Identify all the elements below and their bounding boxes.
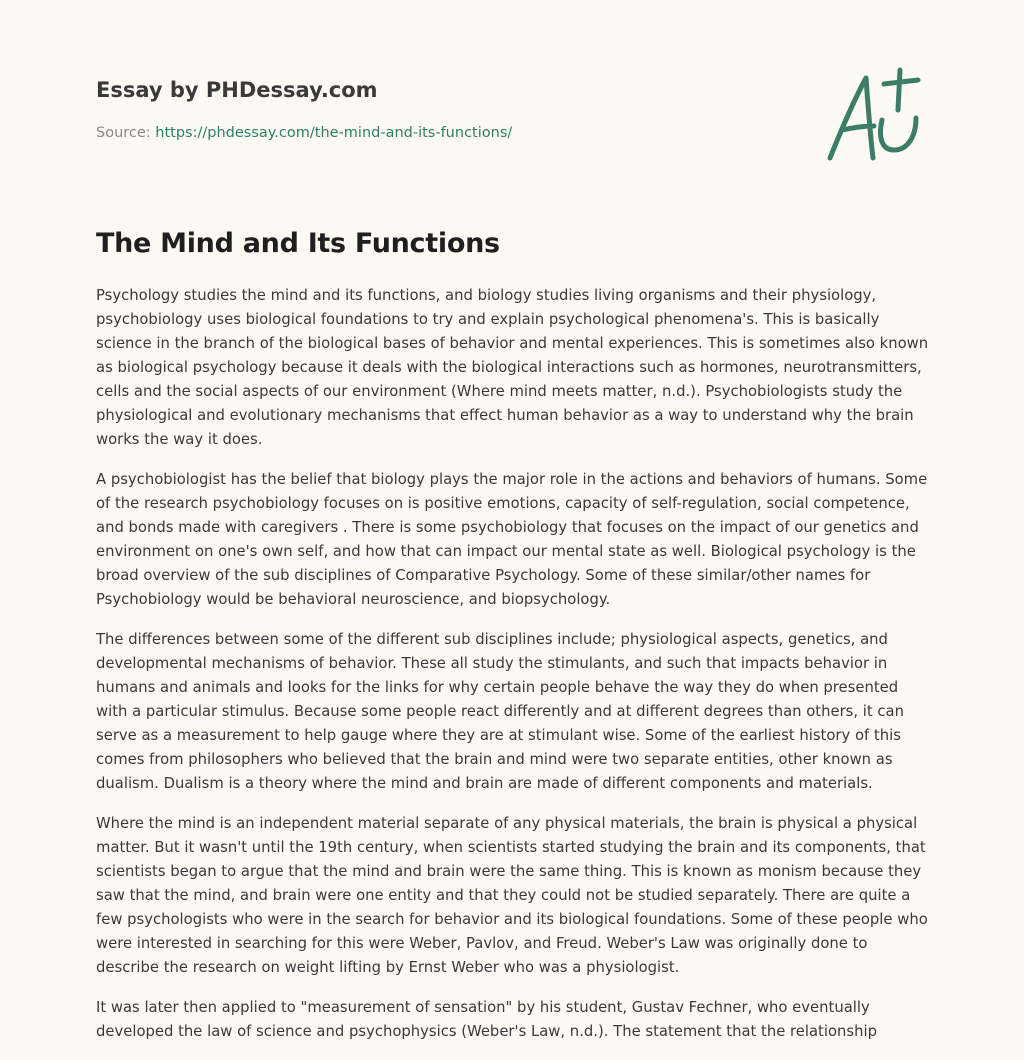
source-label: Source:: [96, 125, 156, 141]
site-brand: Essay by PHDessay.com: [96, 78, 378, 102]
source-link[interactable]: https://phdessay.com/the-mind-and-its-functions/: [155, 125, 513, 141]
article-body: [96, 284, 930, 1060]
article-paragraph: A psychobiologist has the belief that biology plays the major role in the actions and behaviors of humans. Some of the research psychobiology focuses on is positive emotions, capacity of self-regulation, social competence, and bonds made with caregivers . There is some psychobiology that focuses on the impact of our genetics and environment on one's own self, and how that can impact our mental state as well. Biological psychology is the broad overview of the sub disciplines of Comparative Psychology. Some of these similar/other names for Psychobiology would be behavioral neuroscience, and biopsychology.: [96, 471, 928, 608]
source-line: [96, 123, 512, 143]
article-paragraph: Psychology studies the mind and its functions, and biology studies living organisms and their physiology, psychobiology uses biological foundations to try and explain psychological phenomena's. This is basically science in the branch of the biological bases of behavior and mental experiences. This is sometimes also known as biological psychology because it deals with the biological interactions such as hormones, neurotransmitters, cells and the social aspects of our environment (Where mind meets matter, n.d.). Psychobiologists study the physiological and evolutionary mechanisms that effect human behavior as a way to understand why the brain works the way it does.: [96, 287, 929, 448]
article-paragraph: Where the mind is an independent material separate of any physical materials, the brain is physical a physical matter. But it wasn't until the 19th century, when scientists started studying the brain and its components, that scientists began to argue that the mind and brain were the same thing. This is known as monism because they saw that the mind, and brain were one entity and that they could not be studied separately. There are quite a few psychologists who were in the search for behavior and its biological foundations. Some of these people who were interested in searching for this were Weber, Pavlov, and Freud. Weber's Law was originally done to describe the research on weight lifting by Ernst Weber who was a physiologist.: [96, 815, 928, 976]
article-paragraph: It was later then applied to "measurement of sensation" by his student, Gustav Fechner, who eventually developed the law of science and psychophysics (Weber's Law, n.d.). The statement that the relationship: [96, 999, 877, 1040]
article-paragraph: The differences between some of the different sub disciplines include; physiological aspects, genetics, and developmental mechanisms of behavior. These all study the stimulants, and such that impacts behavior in humans and animals and looks for the links for why certain people behave the way they do when presented with a particular stimulus. Because some people react differently and at different degrees than others, it can serve as a measurement to help gauge where they are at stimulant wise. Some of the earliest history of this comes from philosophers who believed that the brain and mind were two separate entities, other known as dualism. Dualism is a theory where the mind and brain are made of different components and materials.: [96, 631, 904, 792]
a-plus-logo-icon: [820, 66, 930, 166]
article-title: The Mind and Its Functions: [96, 228, 500, 259]
